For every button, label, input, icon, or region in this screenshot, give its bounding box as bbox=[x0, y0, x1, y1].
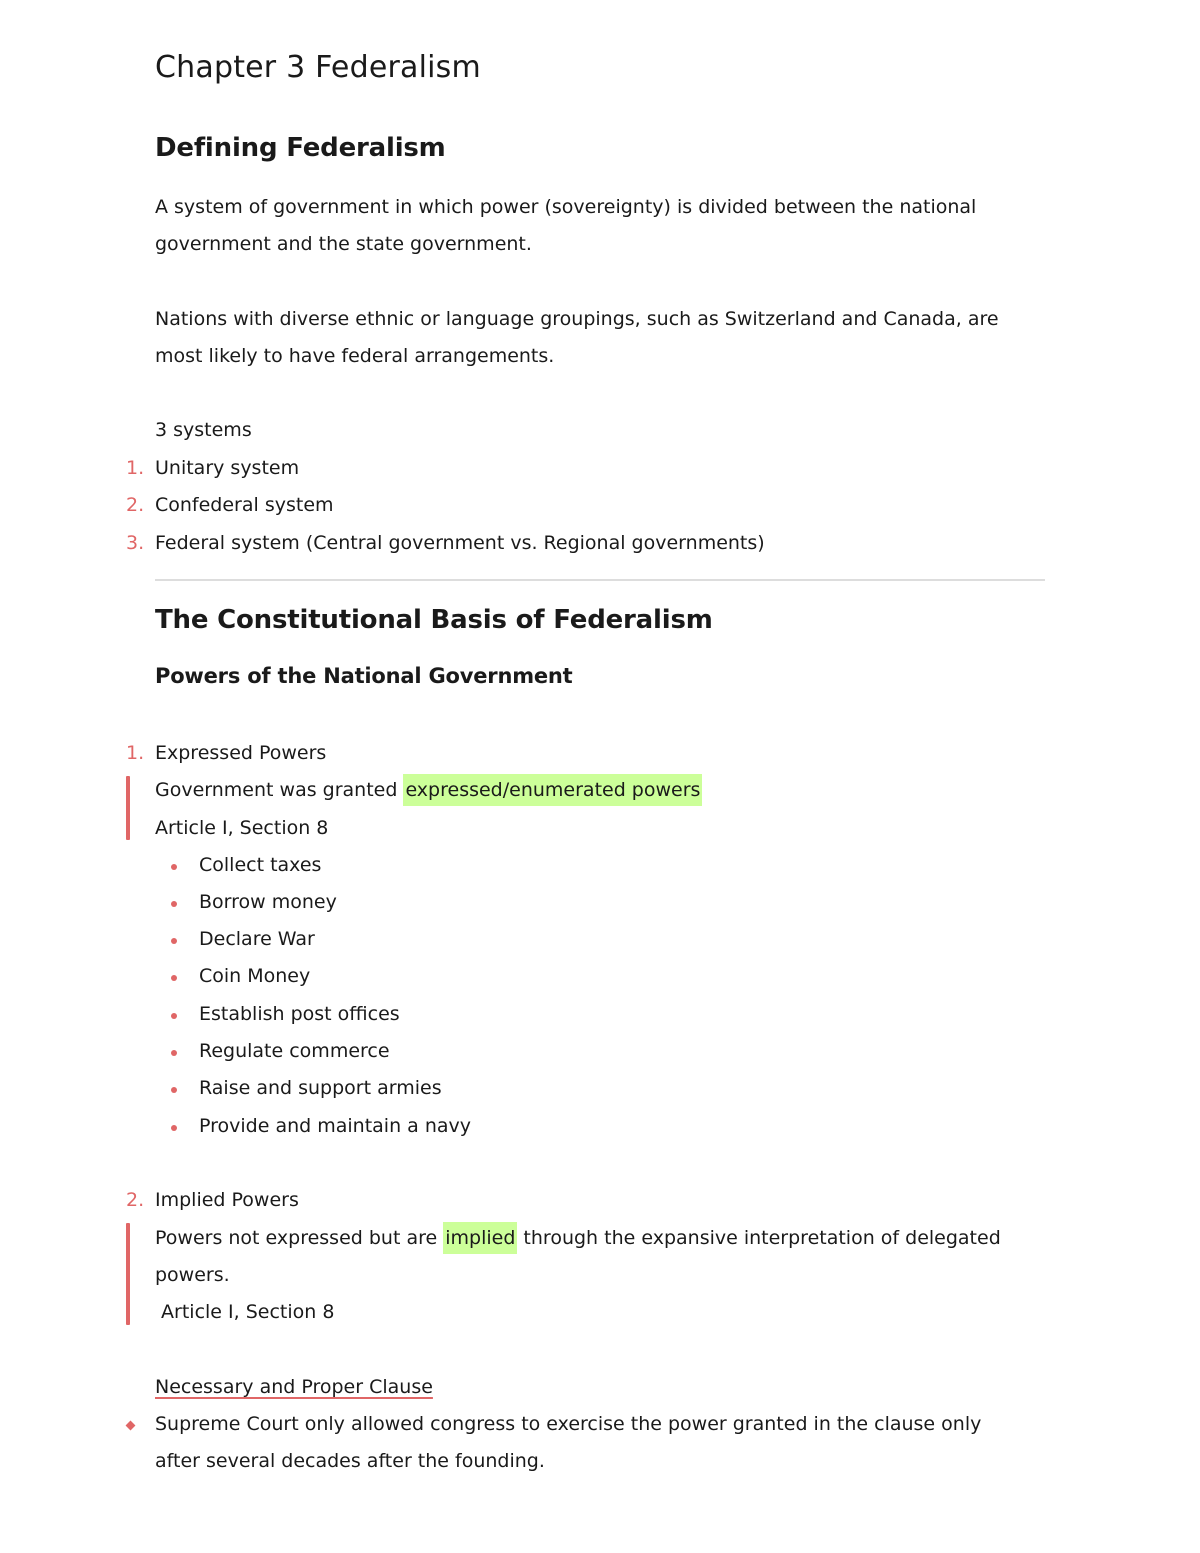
list-number: 3. bbox=[126, 532, 145, 554]
implied-powers-title: Implied Powers bbox=[155, 1189, 299, 1211]
list-item: Confederal system bbox=[155, 494, 334, 516]
bullet-dot bbox=[171, 1087, 177, 1093]
list-item: Declare War bbox=[199, 928, 315, 950]
definition-paragraph bbox=[155, 189, 1035, 263]
clause-bullet-line-2: after several decades after the founding. bbox=[155, 1450, 545, 1472]
section-heading-constitutional-basis: The Constitutional Basis of Federalism bbox=[155, 605, 713, 635]
definition-line-2: government and the state government. bbox=[155, 233, 532, 255]
section-divider bbox=[155, 579, 1045, 581]
bullet-dot bbox=[171, 864, 177, 870]
list-number: 1. bbox=[126, 457, 145, 479]
bullet-dot bbox=[171, 1013, 177, 1019]
nations-line-1: Nations with diverse ethnic or language groupings, such as Switzerland and Canada, are bbox=[155, 308, 999, 330]
document-title: Chapter 3 Federalism bbox=[155, 50, 481, 85]
bullet-dot bbox=[171, 1125, 177, 1131]
list-number: 2. bbox=[126, 1189, 145, 1211]
subheading-national-powers: Powers of the National Government bbox=[155, 664, 573, 688]
list-item: Coin Money bbox=[199, 965, 311, 987]
necessary-proper-clause-title: Necessary and Proper Clause bbox=[155, 1376, 433, 1398]
nations-line-2: most likely to have federal arrangements. bbox=[155, 345, 555, 367]
bullet-dot bbox=[171, 938, 177, 944]
list-item: Borrow money bbox=[199, 891, 337, 913]
implied-quote-line-2: powers. bbox=[155, 1264, 230, 1286]
list-number: 2. bbox=[126, 494, 145, 516]
quote-bar bbox=[126, 776, 130, 840]
list-item: Collect taxes bbox=[199, 854, 322, 876]
expressed-quote-prefix: Government was granted bbox=[155, 779, 404, 801]
list-item: Federal system (Central government vs. Regional governments) bbox=[155, 532, 765, 554]
implied-highlight: implied bbox=[443, 1222, 517, 1254]
clause-bullet-line-1: Supreme Court only allowed congress to exercise the power granted in the clause only bbox=[155, 1413, 982, 1435]
list-item: Establish post offices bbox=[199, 1003, 400, 1025]
systems-label: 3 systems bbox=[155, 419, 252, 441]
implied-quote-suffix: through the expansive interpretation of delegated bbox=[517, 1227, 1001, 1249]
bullet-dot bbox=[171, 1050, 177, 1056]
expressed-article-ref: Article I, Section 8 bbox=[155, 817, 329, 839]
list-item: Unitary system bbox=[155, 457, 300, 479]
bullet-dot bbox=[171, 975, 177, 981]
implied-quote-prefix: Powers not expressed but are bbox=[155, 1227, 444, 1249]
list-number: 1. bbox=[126, 742, 145, 764]
list-item: Regulate commerce bbox=[199, 1040, 390, 1062]
quote-bar bbox=[126, 1223, 130, 1325]
implied-article-ref: Article I, Section 8 bbox=[155, 1301, 335, 1323]
bullet-dot bbox=[171, 901, 177, 907]
implied-quote-line-1 bbox=[155, 1220, 1001, 1257]
expressed-highlight: expressed/enumerated powers bbox=[403, 774, 702, 806]
definition-line-1: A system of government in which power (sovereignty) is divided between the national bbox=[155, 196, 977, 218]
nations-paragraph bbox=[155, 301, 1035, 375]
list-item: Provide and maintain a navy bbox=[199, 1115, 472, 1137]
list-item: Raise and support armies bbox=[199, 1077, 442, 1099]
expressed-quote-line bbox=[155, 772, 702, 809]
diamond-bullet bbox=[126, 1421, 136, 1431]
expressed-powers-title: Expressed Powers bbox=[155, 742, 327, 764]
section-heading-defining-federalism: Defining Federalism bbox=[155, 133, 446, 163]
